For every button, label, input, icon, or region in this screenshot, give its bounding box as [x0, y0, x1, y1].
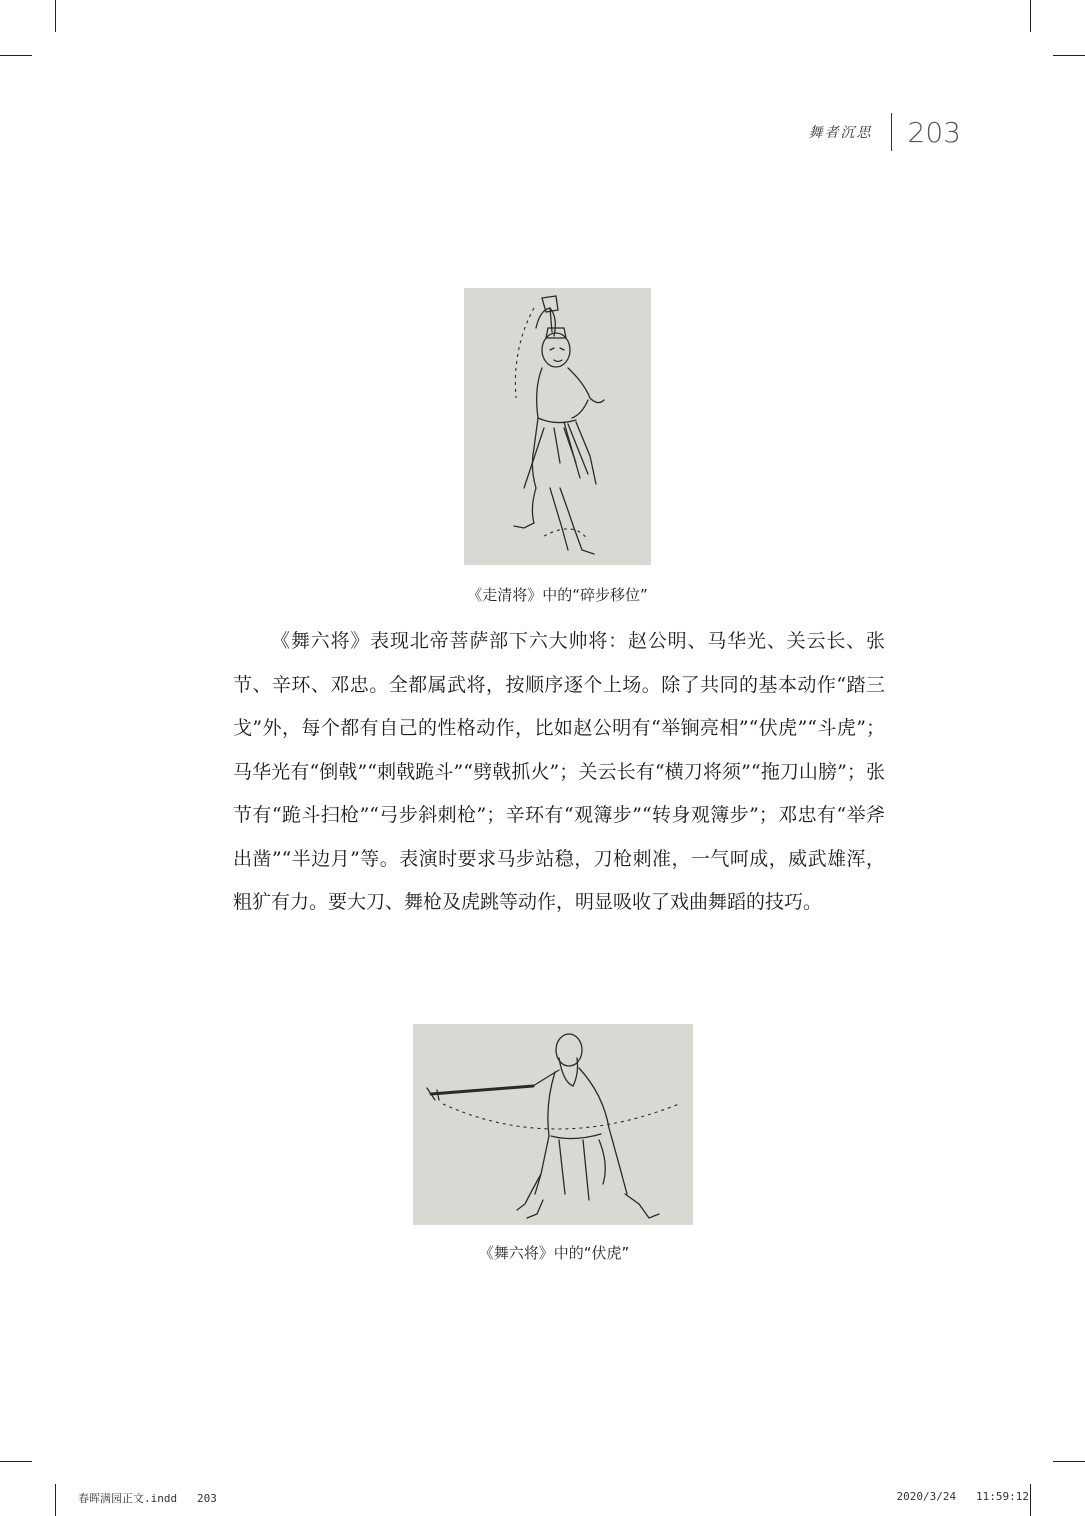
slug-timestamp: 2020/3/24 11:59:12 — [896, 1490, 1029, 1503]
crop-mark — [55, 1484, 56, 1516]
figure-spear-warrior — [413, 1024, 693, 1225]
crop-mark — [55, 0, 56, 32]
figure-axe-warrior — [464, 288, 651, 565]
figure-caption: 《舞六将》中的“伏虎” — [478, 1244, 630, 1262]
crop-mark — [1053, 55, 1085, 56]
crop-mark — [1053, 1461, 1085, 1462]
figure-caption: 《走清将》中的“碎步移位” — [467, 586, 648, 604]
slug-filename: 春晖满园正文.indd 203 — [78, 1492, 217, 1505]
page-number: 203 — [907, 115, 961, 149]
crop-mark — [0, 55, 32, 56]
figure-illustration — [464, 288, 651, 565]
crop-mark — [1030, 0, 1031, 32]
section-title: 舞者沉思 — [808, 125, 873, 141]
figure-illustration — [413, 1024, 693, 1225]
running-head — [809, 112, 961, 152]
body-paragraph: 《舞六将》表现北帝菩萨部下六大帅将：赵公明、马华光、关云长、张节、辛环、邓忠。全都属武将，按顺序逐个上场。除了共同的基本动作“踏三戈”外，每个都有自己的性格动作，比如赵公明有“举锏亮相”“伏虎”“斗虎”；马华光有“倒戟”“刺戟跪斗”“劈戟抓火”；关云长有“横刀将须”“拖刀山膀”；张节有“跪斗扫枪”“弓步斜刺枪”；辛环有“观簿步”“转身观簿步”；邓忠有“举斧出凿”“半边月”等。表演时要求马步站稳，刀枪刺准，一气呵成，威武雄浑，粗犷有力。要大刀、舞枪及虎跳等动作，明显吸收了戏曲舞蹈的技巧。 — [233, 630, 885, 913]
crop-mark — [1030, 1484, 1031, 1516]
crop-mark — [0, 1461, 32, 1462]
header-divider — [891, 113, 892, 151]
